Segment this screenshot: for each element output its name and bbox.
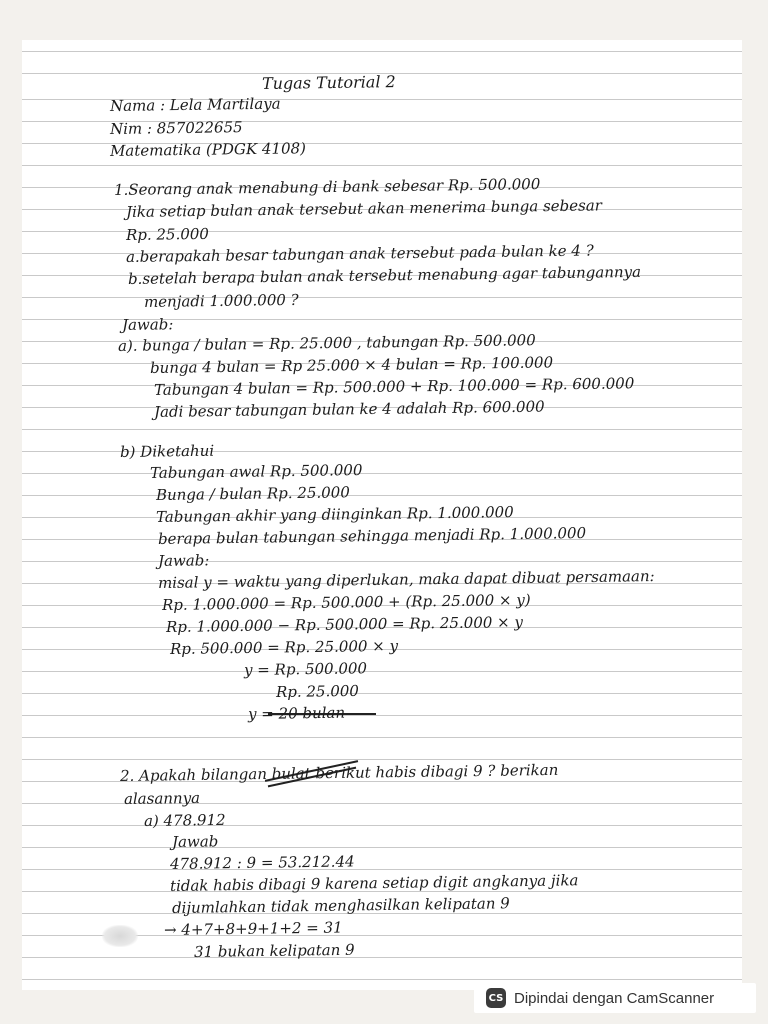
question-2-line-2: alasannya bbox=[123, 788, 201, 808]
answer-b-line-12: Rp. 25.000 bbox=[275, 681, 360, 701]
answer-b-line-5: berapa bulan tabungan sehingga menjadi Rp. 1.000.000 bbox=[157, 524, 587, 548]
answer-2-line-4: → 4+7+8+9+1+2 = 31 bbox=[163, 918, 343, 939]
cs-logo-icon: CS bbox=[486, 988, 506, 1008]
answer-b-line-3: Bunga / bulan Rp. 25.000 bbox=[155, 483, 350, 504]
answer-b-line-8: Rp. 1.000.000 = Rp. 500.000 + (Rp. 25.000 × y) bbox=[161, 590, 531, 614]
question-1-part-a: a.berapakah besar tabungan anak tersebut pada bulan ke 4 ? bbox=[125, 241, 594, 266]
answer-label-1: Jawab: bbox=[121, 315, 174, 334]
answer-b-line-2: Tabungan awal Rp. 500.000 bbox=[149, 461, 363, 482]
answer-a-line-1: a). bunga / bulan = Rp. 25.000 , tabungan Rp. 500.000 bbox=[117, 331, 536, 355]
question-1-part-b: b.setelah berapa bulan anak tersebut menabung agar tabungannya bbox=[127, 262, 642, 288]
answer-b-line-4: Tabungan akhir yang diinginkan Rp. 1.000.000 bbox=[155, 503, 514, 526]
question-2-part-a: a) 478.912 bbox=[143, 810, 226, 830]
notebook-page bbox=[22, 40, 742, 990]
page-title: Tugas Tutorial 2 bbox=[261, 72, 396, 93]
question-1-part-b-cont: menjadi 1.000.000 ? bbox=[143, 290, 299, 311]
question-1-line-1: 1.Seorang anak menabung di bank sebesar Rp. 500.000 bbox=[113, 175, 541, 199]
answer-2-line-5: 31 bukan kelipatan 9 bbox=[193, 940, 355, 961]
answer-2-line-3: dijumlahkan tidak menghasilkan kelipatan 9 bbox=[171, 894, 510, 917]
question-1-line-3: Rp. 25.000 bbox=[125, 224, 210, 244]
student-nim: Nim : 857022655 bbox=[109, 118, 243, 138]
answer-b-line-11: y = Rp. 500.000 bbox=[243, 659, 368, 679]
answer-2-line-1: 478.912 : 9 = 53.212.44 bbox=[169, 852, 355, 873]
smudge-mark bbox=[102, 925, 138, 947]
student-name: Nama : Lela Martilaya bbox=[109, 94, 281, 115]
answer-b-line-10: Rp. 500.000 = Rp. 25.000 × y bbox=[169, 636, 399, 658]
watermark-text: Dipindai dengan CamScanner bbox=[514, 989, 715, 1007]
question-2-line-1: 2. Apakah bilangan bulat berikut habis dibagi 9 ? berikan bbox=[119, 760, 559, 785]
answer-b-line-9: Rp. 1.000.000 − Rp. 500.000 = Rp. 25.000 × y bbox=[165, 613, 524, 636]
camscanner-watermark bbox=[474, 983, 756, 1013]
answer-a-line-2: bunga 4 bulan = Rp 25.000 × 4 bulan = Rp. 100.000 bbox=[149, 353, 554, 377]
answer-b-result: y = 20 bulan bbox=[247, 703, 346, 723]
course-name: Matematika (PDGK 4108) bbox=[109, 139, 307, 160]
answer-b-line-7: misal y = waktu yang diperlukan, maka dapat dibuat persamaan: bbox=[157, 567, 655, 592]
answer-a-line-3: Tabungan 4 bulan = Rp. 500.000 + Rp. 100.000 = Rp. 600.000 bbox=[153, 374, 635, 399]
question-1-line-2: Jika setiap bulan anak tersebut akan menerima bunga sebesar bbox=[125, 196, 603, 221]
answer-label-2: Jawab bbox=[171, 832, 219, 851]
answer-b-line-1: b) Diketahui bbox=[119, 441, 215, 461]
answer-b-line-6: Jawab: bbox=[157, 551, 210, 570]
answer-a-line-4: Jadi besar tabungan bulan ke 4 adalah Rp. 600.000 bbox=[153, 397, 545, 421]
answer-2-line-2: tidak habis dibagi 9 karena setiap digit angkanya jika bbox=[169, 871, 579, 895]
